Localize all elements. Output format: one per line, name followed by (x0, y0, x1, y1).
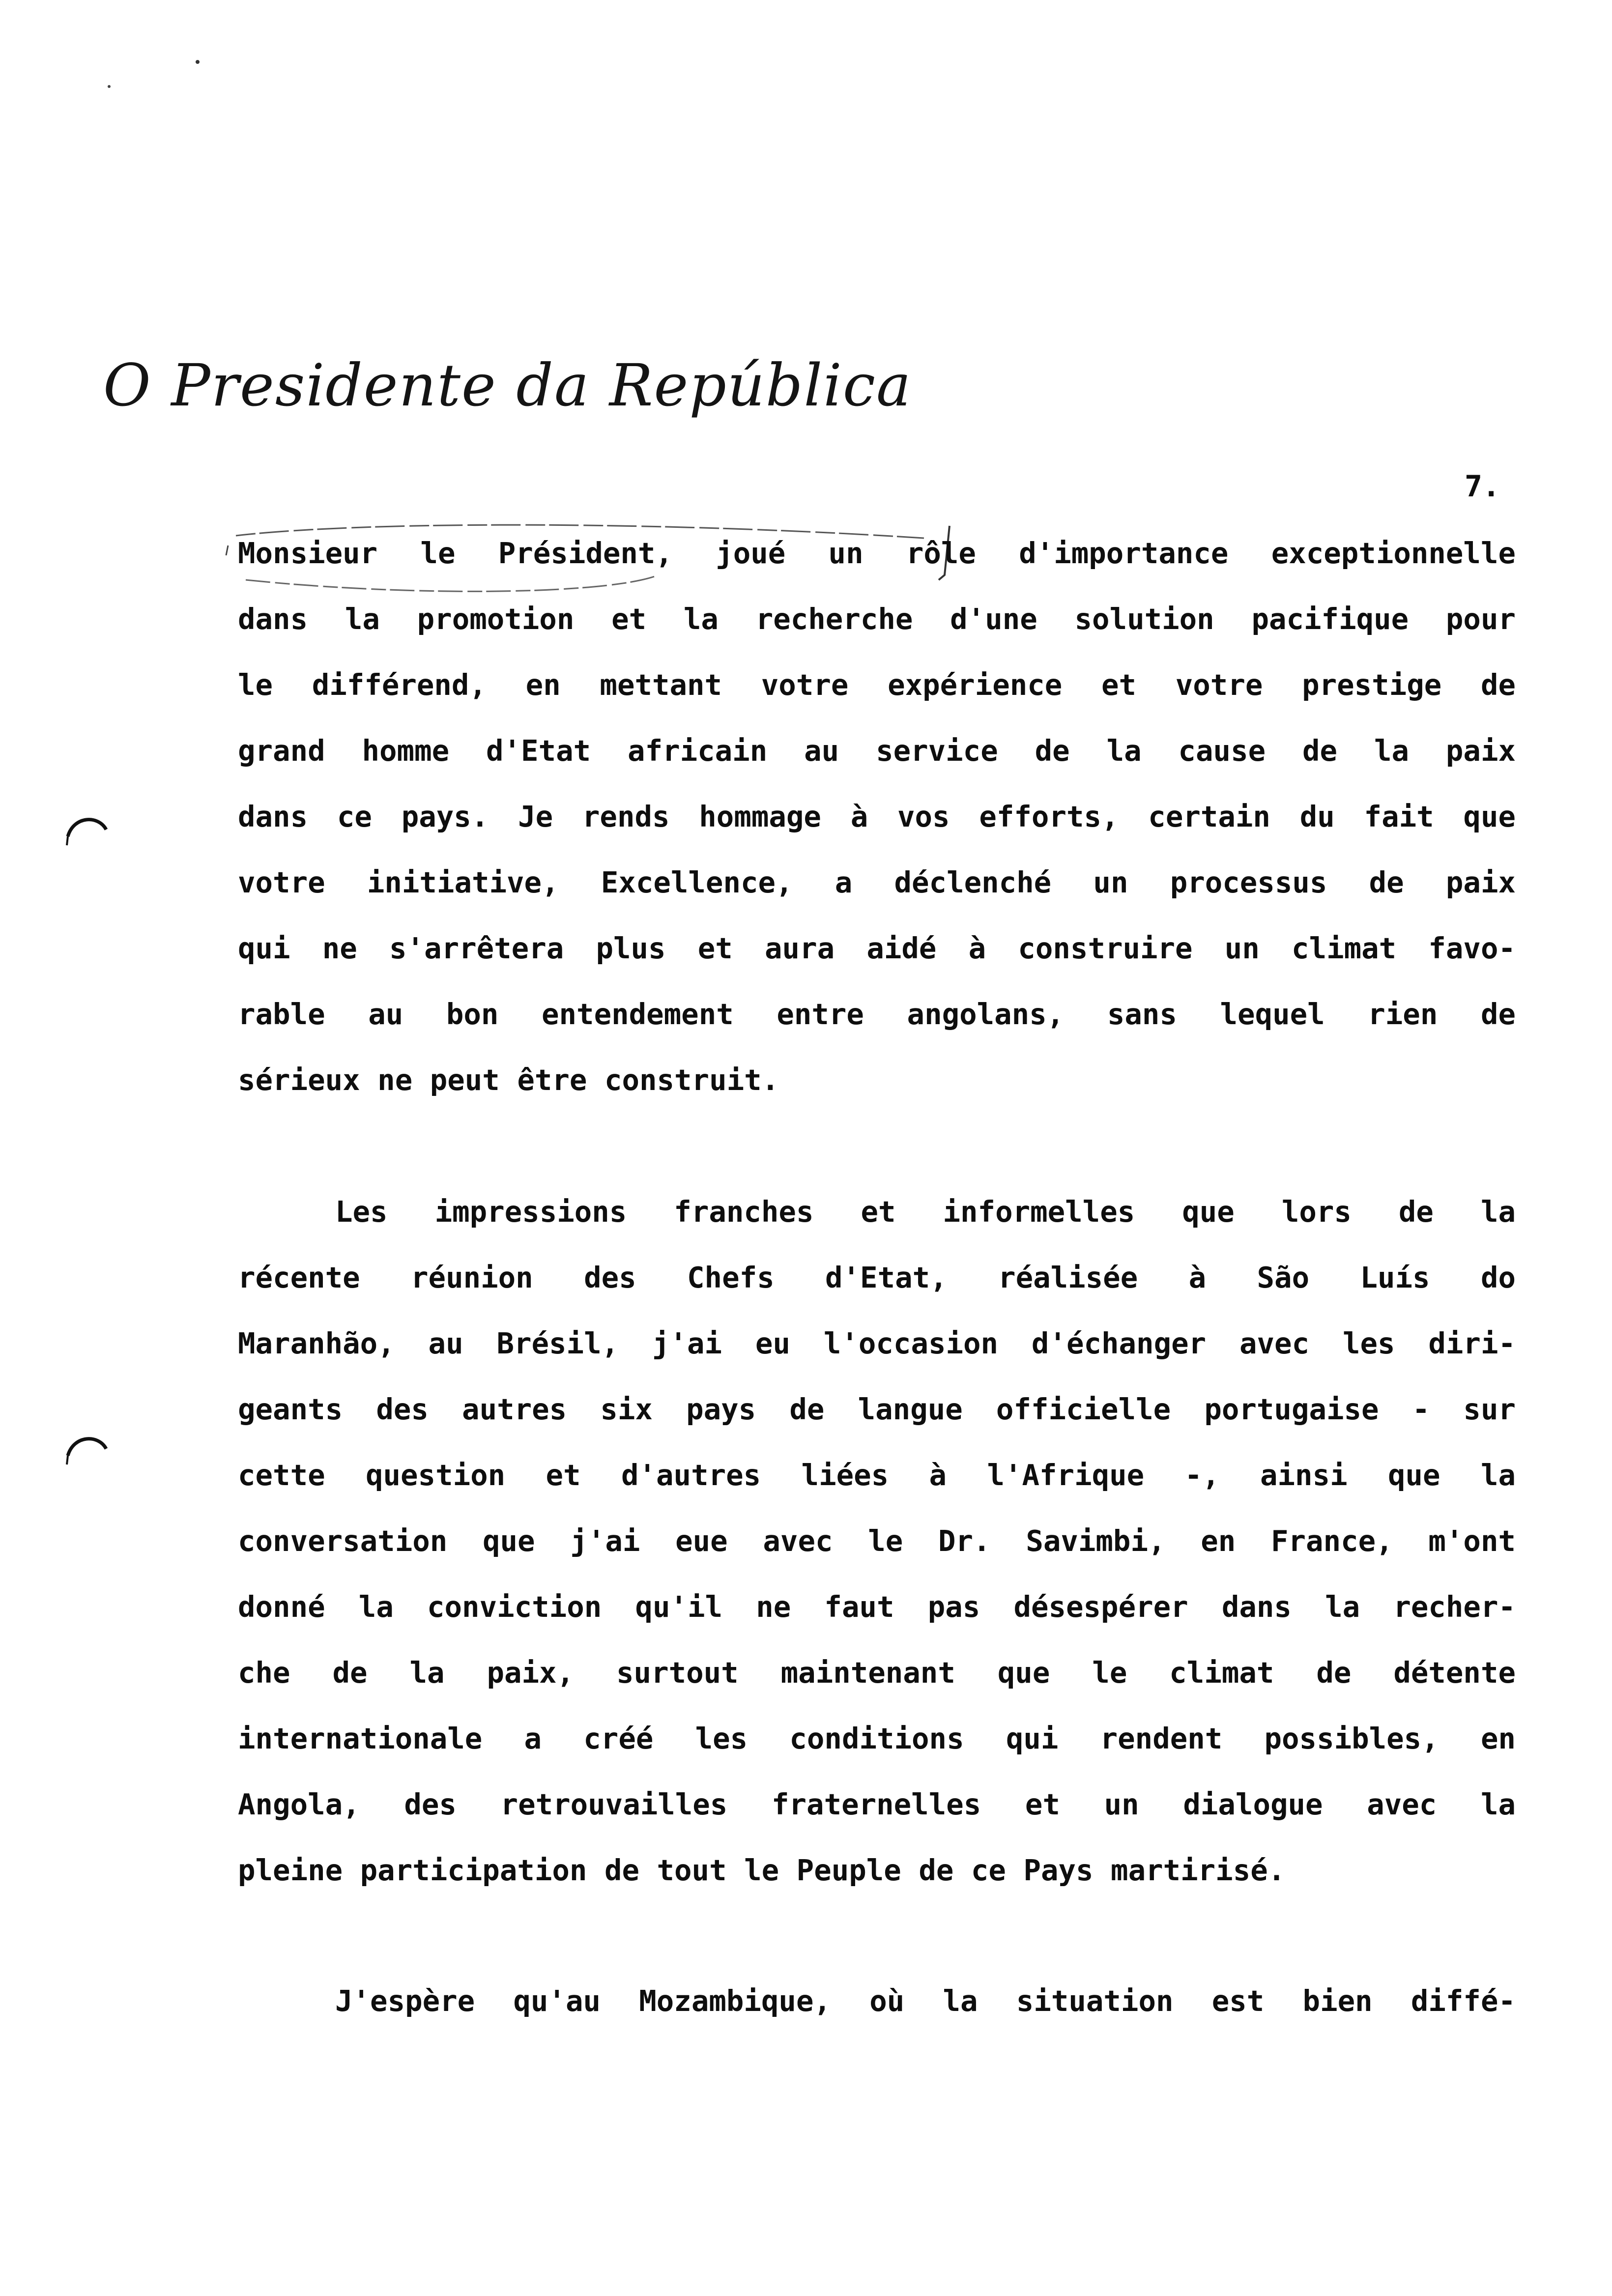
paragraph-3-line-1: J'espère qu'au Mozambique, où la situation est bien diffé- (335, 1984, 1516, 2018)
paragraph-2-line-1: Les impressions franches et informelles que lors de la (335, 1195, 1516, 1229)
paragraph-1-line-7: qui ne s'arrêtera plus et aura aidé à construire un climat favo- (238, 931, 1516, 965)
paragraph-2-line-10: Angola, des retrouvailles fraternelles et un dialogue avec la (238, 1787, 1516, 1821)
paragraph-1-line-6: votre initiative, Excellence, a déclenché un processus de paix (238, 865, 1516, 899)
paragraph-2-line-2: récente réunion des Chefs d'Etat, réalisée à São Luís do (238, 1261, 1516, 1294)
paragraph-2-line-5: cette question et d'autres liées à l'Afrique -, ainsi que la (238, 1458, 1516, 1492)
paragraph-1-line-8: rable au bon entendement entre angolans, sans lequel rien de (238, 997, 1516, 1031)
paragraph-2-line-11: pleine participation de tout le Peuple de ce Pays martirisé. (238, 1853, 1286, 1887)
paragraph-1-line-1: Monsieur le Président, joué un rôle d'importance exceptionnelle (238, 536, 1516, 570)
paragraph-2-line-9: internationale a créé les conditions qui rendent possibles, en (238, 1722, 1516, 1755)
page-number: 7. (1465, 469, 1500, 504)
paragraph-1-line-4: grand homme d'Etat africain au service de la cause de la paix (238, 734, 1516, 768)
paragraph-1-line-9: sérieux ne peut être construit. (238, 1063, 779, 1097)
paragraph-2-line-8: che de la paix, surtout maintenant que le climat de détente (238, 1656, 1516, 1690)
paragraph-1-line-3: le différend, en mettant votre expérience et votre prestige de (238, 668, 1516, 702)
paragraph-2-line-6: conversation que j'ai eue avec le Dr. Savimbi, en France, m'ont (238, 1524, 1516, 1558)
paragraph-2-line-7: donné la conviction qu'il ne faut pas désespérer dans la recher- (238, 1590, 1516, 1624)
margin-mark-lower (59, 1425, 113, 1469)
letterhead-signature: O Presidente da República (103, 351, 912, 419)
paragraph-1-line-2: dans la promotion et la recherche d'une solution pacifique pour (238, 602, 1516, 636)
paragraph-2-line-4: geants des autres six pays de langue officielle portugaise - sur (238, 1392, 1516, 1426)
scan-speck-marks (0, 0, 295, 147)
paragraph-2-line-3: Maranhão, au Brésil, j'ai eu l'occasion d'échanger avec les diri- (238, 1326, 1516, 1360)
paragraph-1-line-5: dans ce pays. Je rends hommage à vos efforts, certain du fait que (238, 800, 1516, 833)
margin-mark-upper (59, 806, 113, 850)
